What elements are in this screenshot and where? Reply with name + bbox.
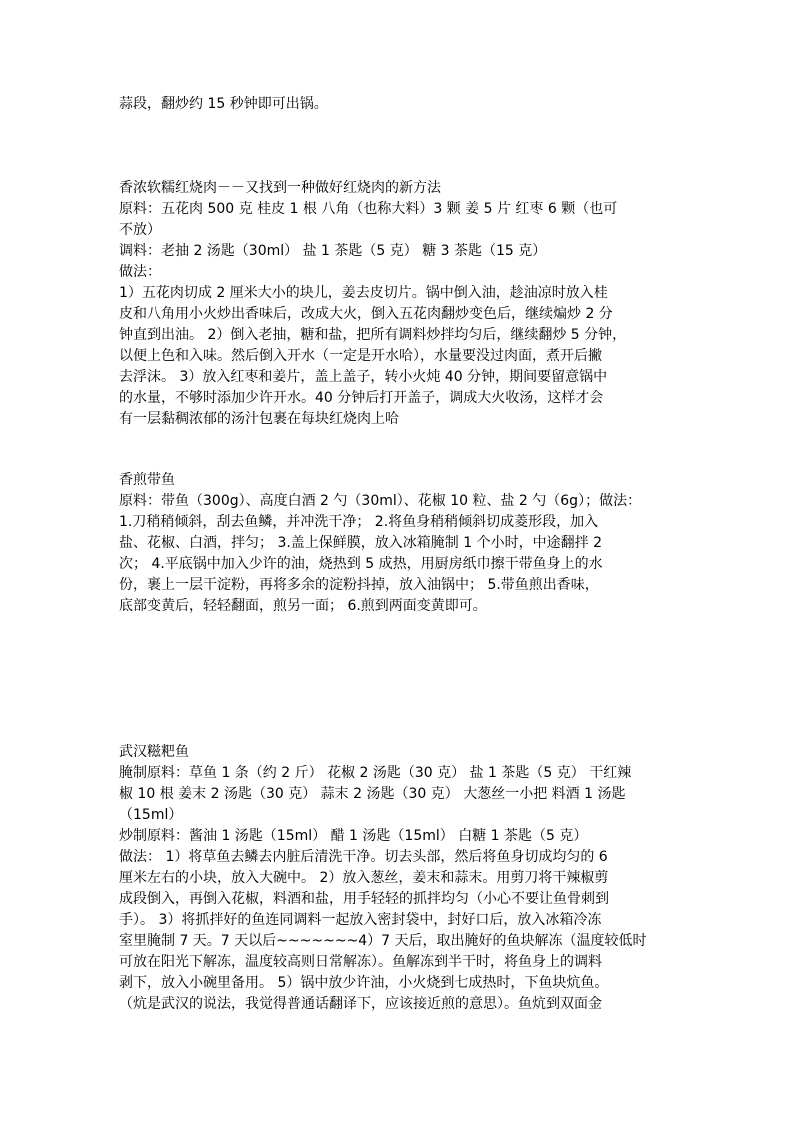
recipe-text-line: 室里腌制 7 天。7 天以后~~~~~~~4）7 天后，取出腌好的鱼块解冻（温度较低时 (119, 933, 647, 949)
recipe-text-line: 原料：带鱼（300g）、高度白酒 2 勺（30ml）、花椒 10 粒、盐 2 勺（6g）；做法： (119, 493, 642, 509)
recipe-text-line: 以便上色和入味。然后倒入开水（一定是开水哈），水量要没过肉面，煮开后撇 (119, 348, 602, 364)
recipe-text-line: 做法： (119, 264, 161, 280)
recipe-text-line: 去浮沫。 3）放入红枣和姜片，盖上盖子，转小火炖 40 分钟，期间要留意锅中 (119, 369, 608, 385)
recipe-text-line: 底部变黄后，轻轻翻面，煎另一面； 6.煎到两面变黄即可。 (119, 598, 487, 614)
recipe-text-line: 调料：老抽 2 汤匙（30ml） 盐 1 茶匙（5 克） 糖 3 茶匙（15 克） (119, 243, 547, 259)
recipe-text-line: 成段倒入，再倒入花椒，料酒和盐，用手轻轻的抓拌均匀（小心不要让鱼骨刺到 (119, 891, 609, 907)
intro-text-line: 蒜段，翻炒约 15 秒钟即可出锅。 (119, 96, 328, 112)
recipe-text-line: （15ml） (119, 807, 183, 823)
recipe-text-line: 份，裹上一层干淀粉，再将多余的淀粉抖掉，放入油锅中； 5.带鱼煎出香味， (119, 577, 599, 593)
recipe-text-line: 有一层黏稠浓郁的汤汁包裹在每块红烧肉上哈 (119, 411, 399, 427)
recipe-text-line: 腌制原料：草鱼 1 条（约 2 斤） 花椒 2 汤匙（30 克） 盐 1 茶匙（5 克） 干红辣 (119, 765, 632, 781)
recipe-text-line: 原料：五花肉 500 克 桂皮 1 根 八角（也称大料）3 颗 姜 5 片 红枣 6 颗（也可 (119, 201, 618, 217)
recipe-text-line: 可放在阳光下解冻，温度较高则日常解冻）。鱼解冻到半干时，将鱼身上的调料 (119, 954, 602, 970)
recipe-text-line: 1）五花肉切成 2 厘米大小的块儿，姜去皮切片。锅中倒入油，趁油凉时放入桂 (119, 285, 608, 301)
recipe-title-hongshaorou: 香浓软糯红烧肉－－又找到一种做好红烧肉的新方法 (119, 180, 441, 196)
recipe-text-line: 的水量，不够时添加少许开水。40 分钟后打开盖子，调成大火收汤，这样才会 (119, 390, 604, 406)
recipe-text-line: 做法： 1）将草鱼去鳞去内脏后清洗干净。切去头部，然后将鱼身切成均匀的 6 (119, 849, 608, 865)
recipe-text-line: （炕是武汉的说法，我觉得普通话翻译下，应该接近煎的意思）。鱼炕到双面金 (119, 996, 602, 1012)
recipe-text-line: 炒制原料：酱油 1 汤匙（15ml） 醋 1 汤匙（15ml） 白糖 1 茶匙（5 克） (119, 828, 588, 844)
recipe-text-line: 钟直到出油。 2）倒入老抽，糖和盐，把所有调料炒拌均匀后，继续翻炒 5 分钟， (119, 327, 627, 343)
recipe-text-line: 1.刀稍稍倾斜，刮去鱼鳞，并冲洗干净； 2.将鱼身稍稍倾斜切成菱形段，加入 (119, 514, 599, 530)
recipe-text-line: 椒 10 根 姜末 2 汤匙（30 克） 蒜末 2 汤匙（30 克） 大葱丝一小把 料酒 1 汤匙 (119, 786, 626, 802)
recipe-text-line: 手）。 3）将抓拌好的鱼连同调料一起放入密封袋中，封好口后，放入冰箱冷冻 (119, 912, 602, 928)
recipe-text-line: 皮和八角用小火炒出香味后，改成大火，倒入五花肉翻炒变色后，继续煸炒 2 分 (119, 306, 613, 322)
recipe-title-cibayu: 武汉糍粑鱼 (119, 744, 189, 760)
recipe-text-line: 盐、花椒、白酒，拌匀； 3.盖上保鲜膜，放入冰箱腌制 1 个小时，中途翻拌 2 (119, 535, 602, 551)
recipe-text-line: 厘米左右的小块，放入大碗中。 2）放入葱丝，姜末和蒜末。用剪刀将干辣椒剪 (119, 870, 609, 886)
recipe-text-line: 不放） (119, 222, 161, 238)
recipe-text-line: 剥下，放入小碗里备用。 5）锅中放少许油，小火烧到七成热时，下鱼块炕鱼。 (119, 975, 609, 991)
recipe-text-line: 次； 4.平底锅中加入少许的油，烧热到 5 成热，用厨房纸巾擦干带鱼身上的水 (119, 556, 603, 572)
recipe-title-daiyu: 香煎带鱼 (119, 472, 175, 488)
